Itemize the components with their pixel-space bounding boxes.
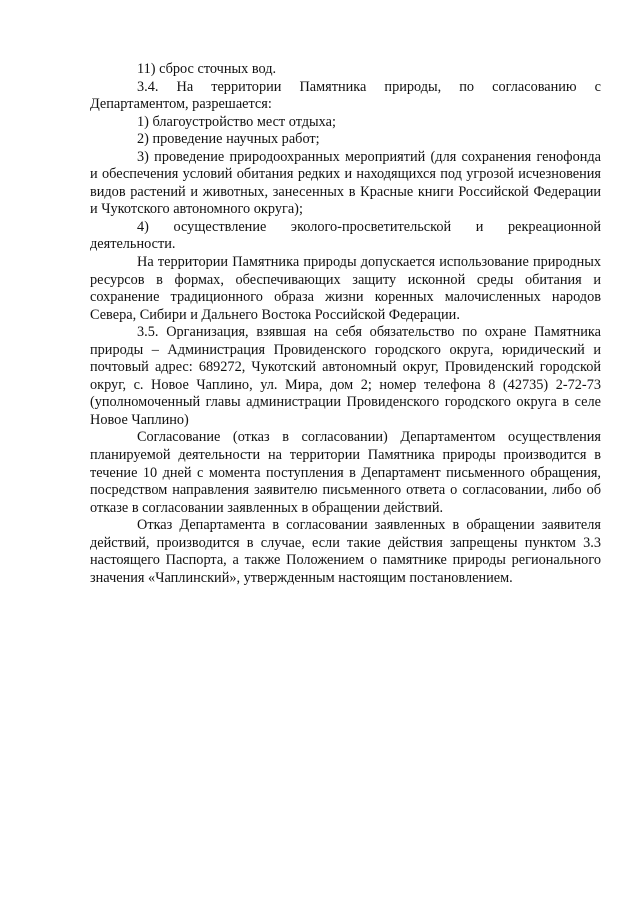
paragraph-item-1: 1) благоустройство мест отдыха; (137, 113, 336, 130)
paragraph-approval: Согласование (отказ в согласовании) Департаментом осуществления планируемой деятельности на территории Памятника природы производится в течение 10 дней с момента поступления в Департамент письменного обращения, посредством направления заявителю письменного ответа о согласовании, либо об отказе в согласовании заявленных в обращении действий. (90, 429, 601, 516)
paragraph-item-3: 3) проведение природоохранных мероприятий (для сохранения генофонда и обеспечения условий обитания редких и находящихся под угрозой исчезновения видов растений и животных, занесенных в Красные книги Российской Федерации и Чукотского автономного округа); (90, 148, 601, 218)
paragraph-clause-3-5: 3.5. Организация, взявшая на себя обязательство по охране Памятника природы – Администрация Провиденского городского округа, юридический и почтовый адрес: 689272, Чукотский автономный округ, Провиденский городской округ, с. Новое Чаплино, ул. Мира, дом 2; номер телефона 8 (42735) 2-72-73 (уполномоченный главы администрации Провиденского городского округа в селе Новое Чаплино) (90, 324, 601, 428)
paragraph-clause-3-4: 3.4. На территории Памятника природы, по согласованию с Департаментом, разрешается: (90, 78, 601, 113)
paragraph-item-11: 11) сброс сточных вод. (137, 61, 277, 77)
paragraph-resource-use: На территории Памятника природы допускается использование природных ресурсов в формах, обеспечивающих защиту исконной среды обитания и сохранение традиционного образа жизни коренных малочисленных народов Севера, Сибири и Дальнего Востока Российской Федерации. (90, 254, 601, 323)
document-page (90, 61, 601, 587)
paragraph-refusal: Отказ Департамента в согласовании заявленных в обращении заявителя действий, производится в случае, если такие действия запрещены пунктом 3.3 настоящего Паспорта, а также Положением о памятнике природы регионального значения «Чаплинский», утвержденным настоящим постановлением. (90, 517, 601, 586)
paragraph-item-4: 4) осуществление эколого-просветительской и рекреационной деятельности. (90, 218, 601, 253)
paragraph-item-2: 2) проведение научных работ; (137, 131, 320, 148)
